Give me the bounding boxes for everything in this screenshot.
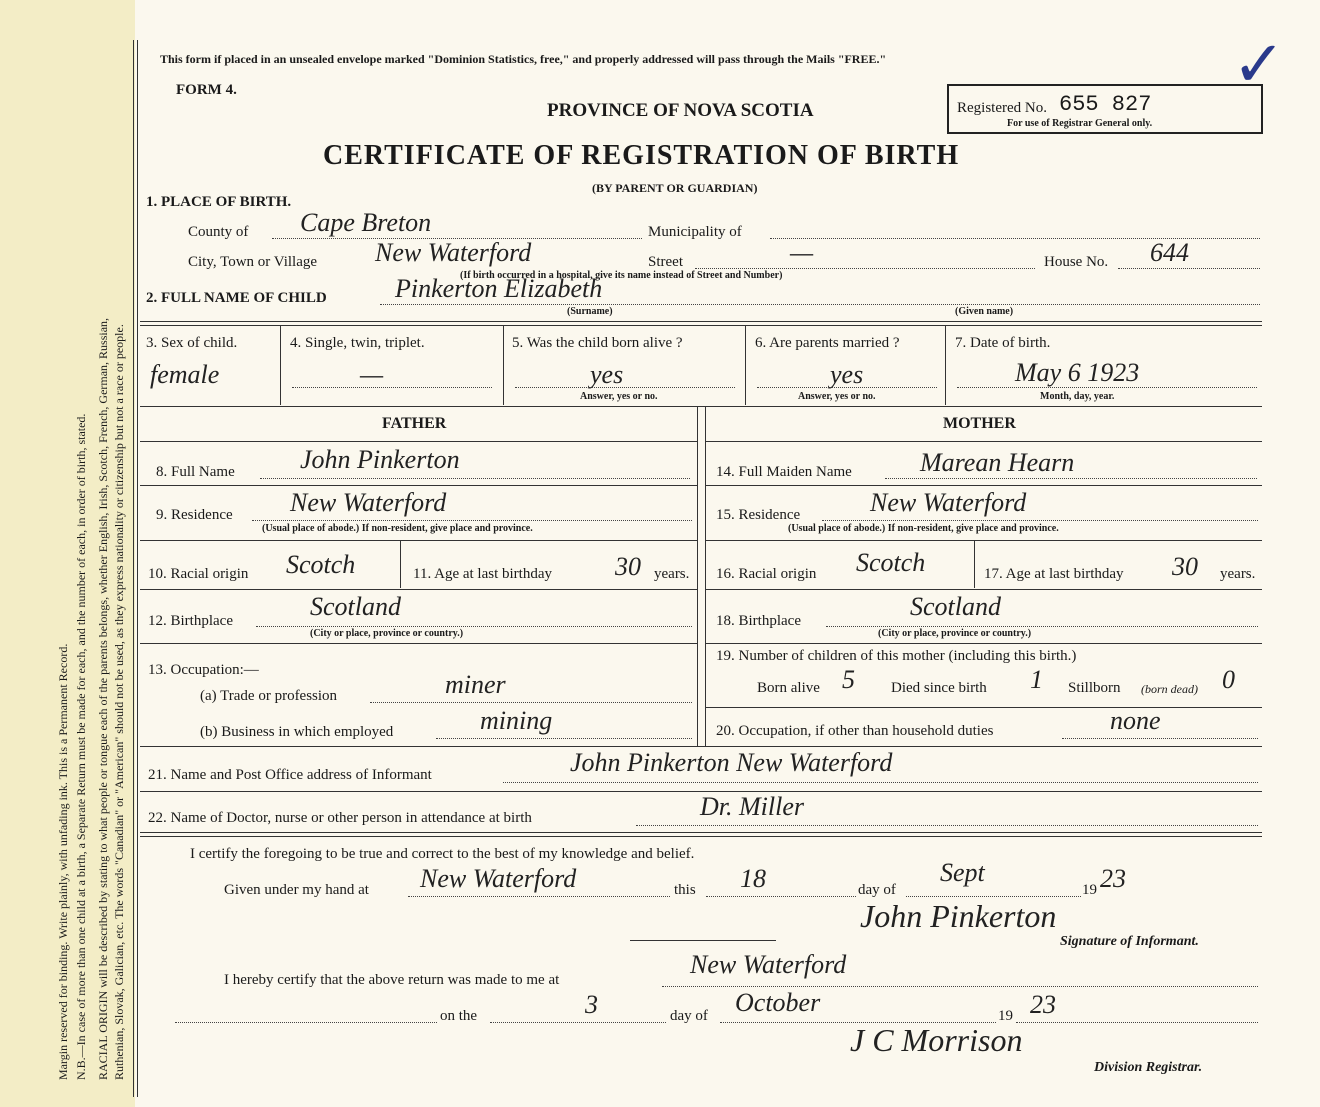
born-alive-question: 5. Was the child born alive ? [512, 335, 683, 351]
father-years: years. [654, 566, 690, 582]
informant-label: 21. Name and Post Office address of Informant [148, 767, 432, 783]
county-value: Cape Breton [300, 208, 432, 237]
registered-number: 655 827 [1059, 92, 1152, 117]
mother-name-value: Marean Hearn [920, 448, 1075, 477]
check-mark-icon: ✓ [1232, 28, 1286, 102]
father-racial-label: 10. Racial origin [148, 566, 249, 582]
born-alive-count-value: 5 [842, 665, 855, 694]
this-label: this [674, 882, 696, 898]
given-under-label: Given under my hand at [224, 882, 369, 898]
trade-value: miner [445, 670, 506, 699]
mother-occupation-value: none [1110, 706, 1161, 735]
place-heading: 1. PLACE OF BIRTH. [146, 194, 292, 210]
plurality-label: 4. Single, twin, triplet. [290, 335, 425, 351]
mother-years: years. [1220, 566, 1256, 582]
certify-statement: I certify the foregoing to be true and correct to the best of my knowledge and belief. [190, 846, 695, 862]
given-day-of-label: day of [858, 882, 896, 898]
margin-notes [50, 20, 140, 1080]
mother-heading: MOTHER [943, 415, 1016, 432]
registered-label: Registered No. [957, 100, 1047, 116]
business-label: (b) Business in which employed [200, 724, 394, 740]
margin-note-3: RACIAL ORIGIN will be described by stating to what people or tongue each of the parents belongs, whether English, Irish, Scotch, French, German, Russian, [96, 317, 110, 1080]
trade-label: (a) Trade or profession [200, 688, 338, 704]
city-label: City, Town or Village [188, 254, 318, 270]
father-residence-value: New Waterford [290, 488, 447, 517]
registrar-on-the-label: on the [440, 1008, 478, 1024]
registrar-signature-label: Division Registrar. [1094, 1060, 1203, 1075]
registrar-statement: I hereby certify that the above return was made to me at [224, 972, 560, 988]
stillborn-note: (born dead) [1141, 682, 1198, 696]
mother-birthplace-value: Scotland [910, 592, 1001, 621]
child-name-label: 2. FULL NAME OF CHILD [146, 290, 327, 306]
certificate-subtitle: (BY PARENT OR GUARDIAN) [592, 181, 758, 195]
registrar-day-value: 3 [585, 990, 598, 1019]
registrar-month-value: October [735, 988, 821, 1017]
registrar-signature: J C Morrison [850, 1022, 1023, 1058]
house-value: 644 [1150, 238, 1189, 267]
informant-signature-label: Signature of Informant. [1060, 934, 1199, 949]
married-answer-note: Answer, yes or no. [798, 391, 876, 402]
plurality-value: — [360, 360, 384, 389]
registrar-day-of-label: day of [670, 1008, 708, 1024]
margin-note-2: N.B.—In case of more than one child at a birth, a Separate Return must be made for each, and the number of each, in order of birth, stated. [74, 413, 88, 1080]
city-value: New Waterford [375, 238, 532, 267]
child-name-value: Pinkerton Elizabeth [395, 274, 603, 303]
certificate-title: CERTIFICATE OF REGISTRATION OF BIRTH [323, 140, 960, 171]
municipality-label: Municipality of [648, 224, 742, 240]
died-label: Died since birth [891, 680, 987, 696]
father-name-label: 8. Full Name [156, 464, 235, 480]
business-value: mining [480, 706, 553, 735]
street-label: Street [648, 254, 683, 270]
mother-age-label: 17. Age at last birthday [984, 566, 1124, 582]
mother-abode-note: (Usual place of abode.) If non-resident, give place and province. [788, 523, 1059, 534]
father-racial-value: Scotch [286, 550, 356, 579]
father-city-note: (City or place, province or country.) [310, 628, 464, 639]
informant-signature: John Pinkerton [860, 898, 1057, 934]
doctor-value: Dr. Miller [700, 792, 804, 821]
given-day-value: 18 [740, 864, 766, 893]
given-place-value: New Waterford [420, 864, 577, 893]
died-value: 1 [1030, 665, 1043, 694]
mother-racial-label: 16. Racial origin [716, 566, 817, 582]
mother-residence-value: New Waterford [870, 488, 1027, 517]
registrar-note: For use of Registrar General only. [1007, 118, 1153, 129]
county-label: County of [188, 224, 249, 240]
parents-married-question: 6. Are parents married ? [755, 335, 900, 351]
given-name-note: (Given name) [955, 306, 1014, 317]
margin-note-1: Margin reserved for binding. Write plainly, with unfading ink. This is a Permanent Record. [56, 643, 70, 1080]
mother-city-note: (City or place, province or country.) [878, 628, 1032, 639]
registrar-place-value: New Waterford [690, 950, 847, 979]
hospital-note: (If birth occurred in a hospital, give its name instead of Street and Number) [460, 270, 783, 281]
province-heading: PROVINCE OF NOVA SCOTIA [547, 100, 814, 121]
father-name-value: John Pinkerton [300, 445, 460, 474]
parents-married-answer: yes [830, 360, 864, 389]
margin-note-4: Ruthenian, Slovak, Galician, etc. The words "Canadian" or "American" should not be used, as they express nationality or citizenship but not a race or people. [112, 324, 126, 1080]
given-month-value: Sept [940, 858, 985, 887]
born-alive-count-label: Born alive [757, 680, 820, 696]
father-residence-label: 9. Residence [156, 507, 233, 523]
dob-value: May 6 1923 [1015, 358, 1140, 387]
dob-label: 7. Date of birth. [955, 335, 1051, 351]
alive-answer-note: Answer, yes or no. [580, 391, 658, 402]
mother-occupation-label: 20. Occupation, if other than household duties [716, 723, 994, 739]
mother-age-value: 30 [1172, 552, 1198, 581]
father-heading: FATHER [382, 415, 447, 432]
given-year-prefix: 19 [1082, 882, 1097, 898]
father-birthplace-label: 12. Birthplace [148, 613, 233, 629]
postage-notice: This form if placed in an unsealed envelope marked "Dominion Statistics, free," and properly addressed will pass through the Mails "FREE." [160, 52, 887, 66]
father-occupation-label: 13. Occupation:— [148, 662, 259, 678]
registered-box [947, 84, 1263, 134]
father-age-value: 30 [615, 552, 641, 581]
mother-birthplace-label: 18. Birthplace [716, 613, 801, 629]
born-alive-answer: yes [590, 360, 624, 389]
given-year-value: 23 [1100, 864, 1126, 893]
mother-racial-value: Scotch [856, 548, 926, 577]
sex-label: 3. Sex of child. [146, 335, 238, 351]
form-number: FORM 4. [176, 82, 237, 98]
sex-value: female [150, 360, 220, 389]
doctor-label: 22. Name of Doctor, nurse or other person in attendance at birth [148, 810, 532, 826]
surname-note: (Surname) [567, 306, 613, 317]
informant-value: John Pinkerton New Waterford [570, 748, 893, 777]
father-abode-note: (Usual place of abode.) If non-resident, give place and province. [262, 523, 533, 534]
registrar-year-value: 23 [1030, 990, 1056, 1019]
dob-note: Month, day, year. [1040, 391, 1115, 402]
stillborn-label: Stillborn [1068, 680, 1121, 696]
stillborn-value: 0 [1222, 665, 1235, 694]
children-count-label: 19. Number of children of this mother (including this birth.) [716, 648, 1077, 664]
father-birthplace-value: Scotland [310, 592, 401, 621]
father-age-label: 11. Age at last birthday [413, 566, 552, 582]
house-label: House No. [1044, 254, 1109, 270]
mother-name-label: 14. Full Maiden Name [716, 464, 852, 480]
street-value: — [790, 238, 814, 267]
mother-residence-label: 15. Residence [716, 507, 801, 523]
registrar-year-prefix: 19 [998, 1008, 1013, 1024]
